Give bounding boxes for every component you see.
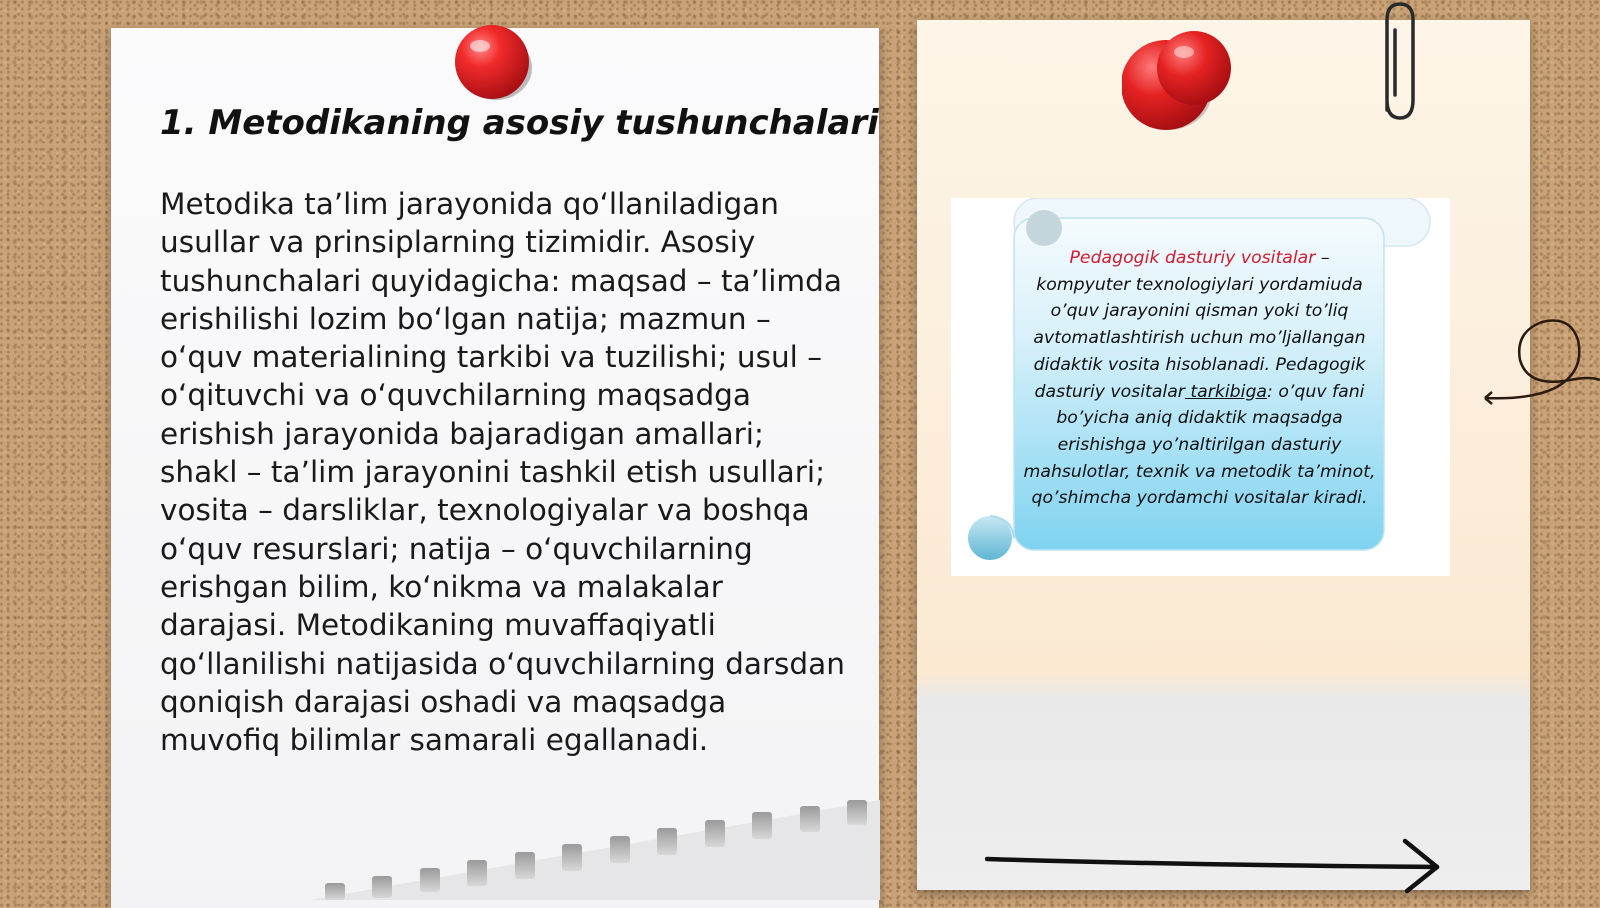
definition-text (1022, 245, 1377, 512)
definition-underlined: tarkibiga (1184, 381, 1268, 402)
push-pin-icon (452, 20, 536, 104)
definition-rest: : o’quv fani bo’yicha aniq didaktik maqsadga erishishga yo’naltirilgan dasturiy mahsulotlar, texnik va metodik ta’minot, qo’shimcha yordamchi vositalar kiradi. (1023, 381, 1376, 509)
string-loop-icon (1480, 310, 1600, 420)
arrow-right-icon (985, 835, 1445, 895)
paperclip-icon (1375, 0, 1425, 125)
notebook-tabs-decoration (310, 800, 880, 900)
slide-body-text: Metodika ta’lim jarayonida qo‘llaniladigan usullar va prinsiplarning tizimidir. Asosiy tushunchalari quyidagicha: maqsad – ta’limda erishilishi lozim bo‘lgan natija; mazmun – o‘quv materialining tarkibi va tuzilishi; usul – o‘qituvchi va o‘quvchilarning maqsadga erishish jarayonida bajaradigan amallari; shakl – ta’lim jarayonini tashkil etish usullari; vosita – darsliklar, texnologiyalar va boshqa o‘quv resurslari; natija – o‘quvchilarning erishgan bilim, ko‘nikma va malakalar darajasi. Metodikaning muvaffaqiyatli qo‘llanilishi natijasida o‘quvchilarning darsdan qoniqish darajasi oshadi va maqsadga muvofiq bilimlar samarali egallanadi. (160, 187, 845, 758)
slide-title: 1. Metodikaning asosiy tushunchalari (160, 103, 879, 143)
definition-body: – kompyuter texnologiylari yordamiuda o’quv jarayonini qisman yoki to’liq avtomatlashtirish uchun mo’ljallangan didaktik vosita hisoblanadi. Pedagogik dasturiy vositalar (1033, 248, 1366, 402)
definition-term: Pedagogik dasturiy vositalar (1069, 248, 1316, 268)
push-pin-icon (1122, 30, 1232, 140)
